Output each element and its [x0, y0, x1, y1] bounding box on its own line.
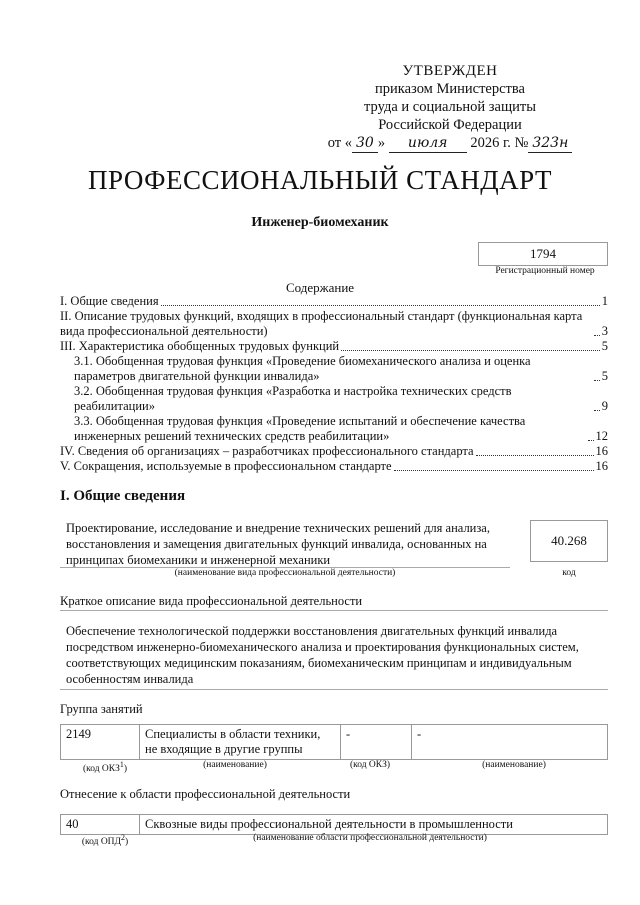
code-label: код	[562, 568, 576, 578]
toc-item-text: V. Сокращения, используемые в профессиональном стандарте	[60, 459, 392, 473]
activity-area-label: Отнесение к области профессиональной деятельности	[60, 787, 351, 801]
toc-item[interactable]	[60, 444, 608, 459]
toc-leader	[341, 350, 600, 351]
toc-leader	[594, 335, 600, 336]
toc-item[interactable]	[60, 309, 608, 339]
activity-label: (наименование вида профессиональной деятельности)	[174, 568, 396, 578]
toc-item-text: 3.1. Обобщенная трудовая функция «Проведение биомеханического анализа и оценка параметров двигательной функции инвалида»	[74, 354, 531, 383]
toc-item-text: III. Характеристика обобщенных трудовых функций	[60, 339, 340, 353]
date-year: 2026 г. №	[470, 135, 529, 151]
registration-label: Регистрационный номер	[495, 266, 595, 276]
table-row	[61, 815, 608, 835]
date-mid: »	[377, 135, 386, 151]
toc-leader	[394, 470, 594, 471]
okz-label-text: (код ОКЗ	[82, 764, 120, 775]
approval-head: УТВЕРЖДЕН	[402, 63, 498, 79]
approval-date	[328, 134, 573, 153]
occupation-group-table	[60, 724, 608, 760]
okz-label-end: )	[123, 764, 128, 775]
approval-line-2: труда и социальной защиты	[364, 99, 536, 115]
okz-name-label-2: (наименование)	[482, 760, 546, 770]
occupation-group-label: Группа занятий	[60, 702, 143, 716]
approval-block	[300, 62, 600, 153]
okz-name-label: (наименование)	[203, 760, 267, 770]
toc-item-text: II. Описание трудовых функций, входящих в профессиональный стандарт (функциональная карта вида профессиональной деятельности)	[60, 309, 583, 338]
brief-description: Обеспечение технологической поддержки восстановления двигательных функций инвалида посредством инженерно-биомеханического анализа и проектирования функциональных систем, соответствующих медицинским показаниям, биомеханическим принципам и индивидуальным особенностям инвалида	[60, 610, 608, 690]
opd-footnote-mark: 2	[121, 833, 125, 842]
document-title: ПРОФЕССИОНАЛЬНЫЙ СТАНДАРТ	[87, 165, 553, 195]
toc-item-page: 5	[601, 339, 608, 353]
activity-name: Проектирование, исследование и внедрение технических решений для анализа, восстановления и замещения двигательных функций инвалида, основанных на принципах биомеханики и инженерной механики	[66, 521, 490, 567]
order-number: 323н	[528, 134, 572, 153]
date-month: июля	[389, 134, 467, 153]
group-code: 2149	[61, 725, 140, 760]
toc-item-text: 3.2. Обобщенная трудовая функция «Разработка и настройка технических средств реабилитации»	[74, 384, 512, 413]
opd-label-end: )	[124, 837, 129, 848]
brief-description-label: Краткое описание вида профессиональной деятельности	[60, 594, 363, 608]
date-prefix: от «	[327, 135, 352, 151]
document-subtitle: Инженер-биомеханик	[251, 215, 389, 230]
toc-item[interactable]	[60, 294, 608, 309]
okz-footnote-mark: 1	[119, 760, 124, 769]
section-heading-general: I. Общие сведения	[60, 488, 186, 504]
toc-item-text: 3.3. Обобщенная трудовая функция «Проведение испытаний и обеспечение качества инженерных решений технических средств реабилитации»	[74, 414, 526, 443]
toc-leader	[476, 455, 594, 456]
area-name: Сквозные виды профессиональной деятельности в промышленности	[140, 815, 608, 835]
opd-label-text: (код ОПД	[81, 837, 122, 848]
table-row	[61, 725, 608, 760]
toc-leader	[594, 380, 600, 381]
okz-code-label	[60, 760, 150, 774]
toc-item-page: 12	[595, 429, 608, 443]
toc-item-page: 16	[595, 459, 608, 473]
group-name-2: -	[412, 725, 608, 760]
area-code: 40	[61, 815, 140, 835]
toc-item-page: 16	[595, 444, 608, 458]
toc-item-page: 3	[601, 324, 608, 338]
activity-code: 40.268	[530, 520, 608, 562]
toc-leader	[588, 440, 594, 441]
toc-leader	[594, 410, 600, 411]
registration-number: 1794	[478, 242, 608, 266]
toc-item-text: IV. Сведения об организациях – разработчиках профессионального стандарта	[60, 444, 474, 458]
table-of-contents	[60, 294, 608, 474]
toc-title: Содержание	[285, 280, 355, 295]
toc-item[interactable]	[60, 414, 608, 444]
opd-code-label	[60, 833, 150, 847]
toc-leader	[161, 305, 600, 306]
date-day: 30	[352, 134, 378, 153]
approval-line-1: приказом Министерства	[375, 81, 525, 97]
approval-line-3: Российской Федерации	[378, 117, 522, 133]
toc-item-page: 1	[601, 294, 608, 308]
group-name: Специалисты в области техники, не входящие в другие группы	[140, 725, 341, 760]
toc-item[interactable]	[60, 459, 608, 474]
toc-item[interactable]	[60, 339, 608, 354]
toc-item-page: 9	[601, 399, 608, 413]
activity-area-table	[60, 814, 608, 835]
toc-item-page: 5	[601, 369, 608, 383]
opd-name-label: (наименование области профессиональной деятельности)	[253, 833, 487, 843]
toc-item-text: I. Общие сведения	[60, 294, 159, 308]
toc-item[interactable]	[60, 384, 608, 414]
okz-code-label-2: (код ОКЗ)	[349, 760, 391, 770]
toc-item[interactable]	[60, 354, 608, 384]
group-code-2: -	[341, 725, 412, 760]
